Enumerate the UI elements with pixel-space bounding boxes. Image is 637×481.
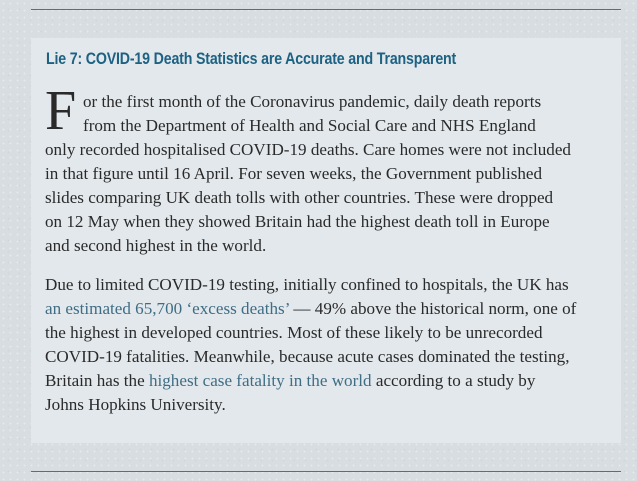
text-line: Johns Hopkins University. (45, 395, 226, 414)
bottom-divider (31, 471, 621, 472)
top-divider (31, 9, 621, 10)
text-line: COVID-19 fatalities. Meanwhile, because acute cases dominated the testing, (45, 347, 570, 366)
paragraph-death-reports (45, 80, 571, 258)
case-fatality-link[interactable]: highest case fatality in the world (148, 371, 372, 390)
text-line: and second highest in the world. (45, 236, 267, 255)
text-run: according to a study by (371, 371, 536, 390)
section-title: Lie 7: COVID-19 Death Statistics are Accurate and Transparent (46, 50, 457, 68)
drop-cap: F (45, 80, 77, 142)
text-line: the highest in developed countries. Most of these likely to be unrecorded (45, 323, 543, 342)
text-line (45, 297, 576, 321)
text-run: Britain has the (45, 371, 149, 390)
paragraph-excess-deaths (45, 273, 576, 417)
text-line: only recorded hospitalised COVID-19 deaths. Care homes were not included (45, 140, 571, 159)
text-line: slides comparing UK death tolls with other countries. These were dropped (45, 188, 554, 207)
text-line: in that figure until 16 April. For seven weeks, the Government published (45, 164, 543, 183)
lie-7-panel (31, 38, 621, 443)
text-line: from the Department of Health and Social Care and NHS England (83, 116, 536, 135)
text-line: or the first month of the Coronavirus pandemic, daily death reports (83, 92, 542, 111)
text-line (45, 369, 576, 393)
text-line: on 12 May when they showed Britain had the highest death toll in Europe (45, 212, 550, 231)
excess-deaths-link[interactable]: an estimated 65,700 ‘excess deaths’ (45, 299, 290, 318)
text-line: Due to limited COVID-19 testing, initially confined to hospitals, the UK has (45, 275, 569, 294)
text-run: — 49% above the historical norm, one of (289, 299, 577, 318)
